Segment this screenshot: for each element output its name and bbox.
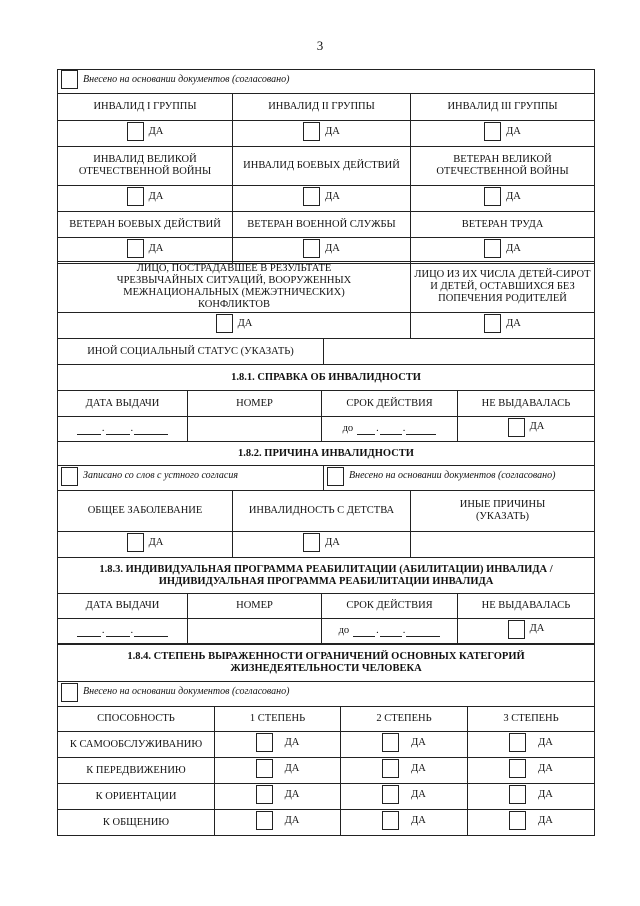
yes-label: ДА (411, 762, 426, 774)
agreed-docs-checkbox[interactable] (61, 70, 78, 89)
validity-field[interactable]: до . . (322, 417, 458, 442)
yes-label: ДА (506, 242, 521, 254)
issue-date-field[interactable]: . . (58, 619, 188, 644)
disabled-group-2-header: ИНВАЛИД II ГРУППЫ (233, 94, 411, 121)
section-1-8-2-title: 1.8.2. ПРИЧИНА ИНВАЛИДНОСТИ (58, 442, 595, 466)
disabled-group-2-checkbox[interactable] (303, 122, 320, 141)
yes-label: ДА (506, 317, 521, 329)
combat-invalid-header: ИНВАЛИД БОЕВЫХ ДЕЙСТВИЙ (233, 147, 411, 186)
movement-degree-3-checkbox[interactable] (509, 759, 526, 778)
oral-consent-label: Записано со слов с устного согласия (83, 470, 238, 481)
number-header: НОМЕР (188, 594, 322, 619)
not-issued-header: НЕ ВЫДАВАЛАСЬ (458, 594, 595, 619)
disabled-group-3-checkbox[interactable] (484, 122, 501, 141)
section-1-8-1-title: 1.8.1. СПРАВКА ОБ ИНВАЛИДНОСТИ (58, 365, 595, 391)
issue-date-header: ДАТА ВЫДАЧИ (58, 594, 188, 619)
yes-label: ДА (284, 814, 300, 826)
yes-label: ДА (529, 421, 545, 432)
war-veteran-header: ВЕТЕРАН ВЕЛИКОЙ ОТЕЧЕСТВЕННОЙ ВОЙНЫ (411, 147, 595, 186)
validity-field[interactable]: до . . (322, 619, 458, 644)
yes-label: ДА (148, 536, 164, 548)
general-disease-header: ОБЩЕЕ ЗАБОЛЕВАНИЕ (58, 491, 233, 532)
rehab-program-table (57, 557, 595, 644)
war-invalid-checkbox[interactable] (127, 187, 144, 206)
section-1-8-3-title: 1.8.3. ИНДИВИДУАЛЬНАЯ ПРОГРАММА РЕАБИЛИТАЦИИ (АБИЛИТАЦИИ) ИНВАЛИДА / ИНДИВИДУАЛЬНАЯ ПРОГРАММА РЕАБИЛИТАЦИИ ИНВАЛИДА (58, 558, 595, 594)
movement-degree-2-checkbox[interactable] (382, 759, 399, 778)
combat-veteran-header: ВЕТЕРАН БОЕВЫХ ДЕЙСТВИЙ (58, 212, 233, 238)
movement-degree-1-checkbox[interactable] (256, 759, 273, 778)
yes-label: ДА (529, 623, 545, 634)
yes-label: ДА (325, 190, 340, 202)
validity-header: СРОК ДЕЙСТВИЯ (322, 594, 458, 619)
not-issued-header: НЕ ВЫДАВАЛАСЬ (458, 391, 595, 417)
orphans-checkbox[interactable] (484, 314, 501, 333)
yes-label: ДА (538, 736, 553, 748)
not-issued-checkbox[interactable] (508, 620, 525, 639)
communication-degree-2-checkbox[interactable] (382, 811, 399, 830)
limitations-docs-checkbox[interactable] (61, 683, 78, 702)
other-causes-header: ИНЫЕ ПРИЧИНЫ (УКАЗАТЬ) (411, 491, 595, 532)
other-causes-field[interactable] (411, 532, 595, 558)
disability-cause-table (57, 441, 595, 558)
military-veteran-checkbox[interactable] (303, 239, 320, 258)
military-veteran-header: ВЕТЕРАН ВОЕННОЙ СЛУЖБЫ (233, 212, 411, 238)
other-status-label: ИНОЙ СОЦИАЛЬНЫЙ СТАТУС (УКАЗАТЬ) (58, 339, 324, 365)
docs-agreed-checkbox[interactable] (327, 467, 344, 486)
combat-veteran-checkbox[interactable] (127, 239, 144, 258)
agreed-docs-label: Внесено на основании документов (согласовано) (83, 73, 290, 85)
validity-header: СРОК ДЕЙСТВИЯ (322, 391, 458, 417)
degree-3-header: 3 СТЕПЕНЬ (468, 707, 595, 732)
number-field[interactable] (188, 417, 322, 442)
labor-veteran-checkbox[interactable] (484, 239, 501, 258)
social-status-table (57, 69, 595, 264)
war-invalid-header: ИНВАЛИД ВЕЛИКОЙ ОТЕЧЕСТВЕННОЙ ВОЙНЫ (58, 147, 233, 186)
other-status-field[interactable] (324, 339, 595, 365)
yes-label: ДА (237, 317, 253, 329)
yes-label: ДА (538, 814, 553, 826)
combat-invalid-checkbox[interactable] (303, 187, 320, 206)
yes-label: ДА (411, 788, 426, 800)
yes-label: ДА (284, 736, 300, 748)
ability-communication: К ОБЩЕНИЮ (58, 810, 215, 836)
childhood-disability-checkbox[interactable] (303, 533, 320, 552)
degree-1-header: 1 СТЕПЕНЬ (215, 707, 341, 732)
yes-label: ДА (148, 125, 164, 137)
ability-self-care: К САМООБСЛУЖИВАНИЮ (58, 732, 215, 758)
issue-date-header: ДАТА ВЫДАЧИ (58, 391, 188, 417)
section-1-8-4-title: 1.8.4. СТЕПЕНЬ ВЫРАЖЕННОСТИ ОГРАНИЧЕНИЙ ОСНОВНЫХ КАТЕГОРИЙ ЖИЗНЕДЕЯТЕЛЬНОСТИ ЧЕЛОВЕКА (58, 645, 595, 682)
general-disease-checkbox[interactable] (127, 533, 144, 552)
issue-date-field[interactable]: . . (58, 417, 188, 442)
yes-label: ДА (284, 788, 300, 800)
number-header: НОМЕР (188, 391, 322, 417)
page-number: 3 (316, 38, 324, 53)
war-veteran-checkbox[interactable] (484, 187, 501, 206)
number-field[interactable] (188, 619, 322, 644)
yes-label: ДА (506, 190, 521, 202)
yes-label: ДА (538, 788, 553, 800)
yes-label: ДА (538, 762, 553, 774)
yes-label: ДА (325, 242, 340, 254)
yes-label: ДА (411, 814, 426, 826)
disabled-group-1-header: ИНВАЛИД I ГРУППЫ (58, 94, 233, 121)
childhood-disability-header: ИНВАЛИДНОСТЬ С ДЕТСТВА (233, 491, 411, 532)
communication-degree-1-checkbox[interactable] (256, 811, 273, 830)
limitations-docs-label: Внесено на основании документов (согласовано) (83, 686, 290, 697)
labor-veteran-header: ВЕТЕРАН ТРУДА (411, 212, 595, 238)
yes-label: ДА (325, 125, 340, 137)
yes-label: ДА (148, 242, 164, 254)
disabled-group-1-checkbox[interactable] (127, 122, 144, 141)
until-label: до (338, 625, 350, 636)
oral-consent-checkbox[interactable] (61, 467, 78, 486)
communication-degree-3-checkbox[interactable] (509, 811, 526, 830)
yes-label: ДА (325, 536, 340, 548)
disability-certificate-table (57, 364, 595, 442)
degree-2-header: 2 СТЕПЕНЬ (341, 707, 468, 732)
yes-label: ДА (506, 125, 521, 137)
ability-header: СПОСОБНОСТЬ (58, 707, 215, 732)
self-care-degree-3-checkbox[interactable] (509, 733, 526, 752)
ability-orientation: К ОРИЕНТАЦИИ (58, 784, 215, 810)
limitations-table (57, 644, 595, 836)
docs-agreed-label: Внесено на основании документов (согласовано) (349, 470, 556, 481)
disabled-group-3-header: ИНВАЛИД III ГРУППЫ (411, 94, 595, 121)
emergency-victim-checkbox[interactable] (216, 314, 233, 333)
orientation-degree-1-checkbox[interactable] (256, 785, 273, 804)
orientation-degree-2-checkbox[interactable] (382, 785, 399, 804)
not-issued-checkbox[interactable] (508, 418, 525, 437)
yes-label: ДА (411, 736, 426, 748)
orphans-header: ЛИЦО ИЗ ИХ ЧИСЛА ДЕТЕЙ-СИРОТ И ДЕТЕЙ, ОСТАВШИХСЯ БЕЗ ПОПЕЧЕНИЯ РОДИТЕЛЕЙ (411, 262, 595, 313)
self-care-degree-1-checkbox[interactable] (256, 733, 273, 752)
special-status-table (57, 261, 595, 365)
until-label: до (342, 423, 354, 434)
self-care-degree-2-checkbox[interactable] (382, 733, 399, 752)
yes-label: ДА (148, 190, 164, 202)
ability-movement: К ПЕРЕДВИЖЕНИЮ (58, 758, 215, 784)
yes-label: ДА (284, 762, 300, 774)
emergency-victim-header: ЛИЦО, ПОСТРАДАВШЕЕ В РЕЗУЛЬТАТЕ ЧРЕЗВЫЧАЙНЫХ СИТУАЦИЙ, ВООРУЖЕННЫХ МЕЖНАЦИОНАЛЬНЫХ (МЕЖЭТНИЧЕСКИХ) КОНФЛИКТОВ (58, 262, 411, 313)
orientation-degree-3-checkbox[interactable] (509, 785, 526, 804)
